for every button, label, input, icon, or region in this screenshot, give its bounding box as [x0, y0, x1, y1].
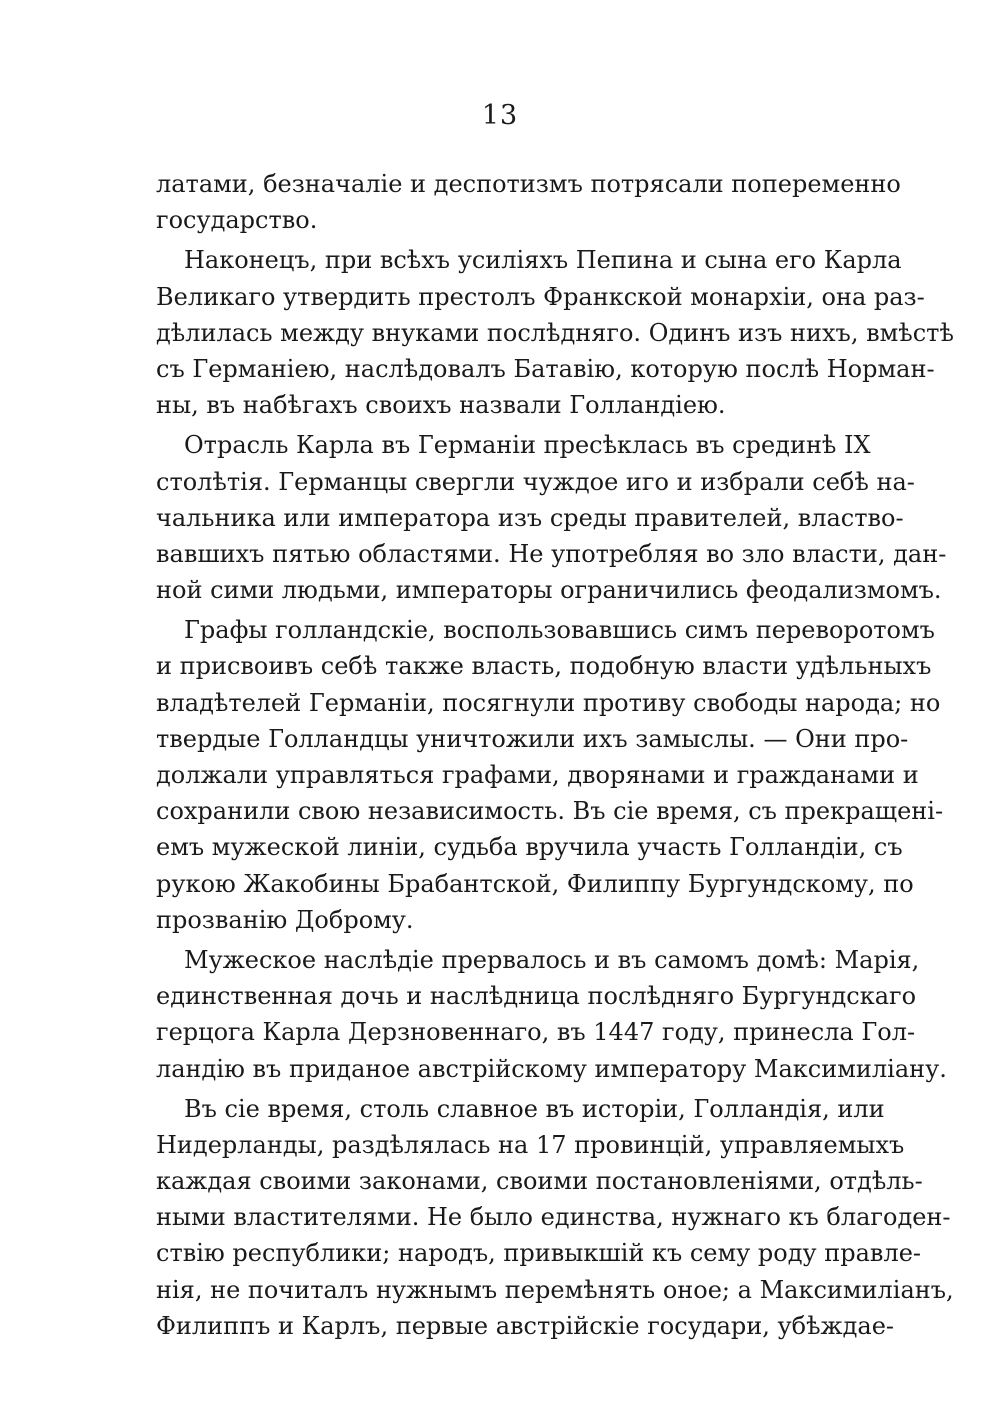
text-line: Наконецъ, при всѣхъ усиліяхъ Пепина и сына его Карла — [184, 246, 902, 275]
text-line: Отрасль Карла въ Германіи пресѣклась въ срединѣ IX — [184, 431, 871, 460]
text-line: ландію въ приданое австрійскому императору Максимиліану. — [156, 1054, 947, 1083]
text-line: ными властителями. Не было единства, нужнаго къ благоден- — [156, 1203, 951, 1232]
text-line: Великаго утвердить престолъ Франкской монархіи, она раз- — [156, 282, 925, 311]
body-text — [156, 166, 954, 1344]
text-line: каждая своими законами, своими постановленіями, отдѣль- — [156, 1167, 923, 1196]
text-line: прозванію Доброму. — [156, 905, 414, 934]
text-line: и присвоивъ себѣ также власть, подобную власти удѣльныхъ — [156, 652, 932, 681]
text-line: рукою Жакобины Брабантской, Филиппу Бургундскому, по — [156, 869, 914, 898]
paragraph-6 — [156, 1091, 954, 1344]
text-line: латами, безначаліе и деспотизмъ потрясали попеременно — [156, 170, 901, 198]
text-line: Филиппъ и Карлъ, первые австрійскіе государи, убѣждае- — [156, 1311, 895, 1340]
paragraph-3 — [156, 427, 947, 608]
text-line: чальника или императора изъ среды правителей, властво- — [156, 503, 904, 532]
paragraph-4 — [156, 612, 944, 938]
paragraph-1 — [156, 166, 901, 238]
text-line: съ Германіею, наслѣдовалъ Батавію, которую послѣ Норман- — [156, 354, 935, 383]
text-line: владѣтелей Германіи, посягнули противу свободы народа; но — [156, 688, 941, 717]
text-line: ны, въ набѣгахъ своихъ назвали Голландіею. — [156, 391, 726, 420]
text-line: должали управляться графами, дворянами и гражданами и — [156, 761, 919, 789]
text-line: емъ мужеской линіи, судьба вручила участь Голландіи, съ — [156, 833, 903, 862]
text-line: дѣлилась между внуками послѣдняго. Одинъ изъ нихъ, вмѣстѣ — [156, 318, 954, 347]
paragraph-5 — [156, 942, 947, 1087]
text-line: Въ сіе время, столь славное въ исторіи, Голландія, или — [184, 1094, 885, 1123]
text-line: государство. — [156, 206, 318, 235]
text-line: ной сими людьми, императоры ограничились феодализмомъ. — [156, 576, 942, 605]
text-line: нія, не почиталъ нужнымъ перемѣнять оное; а Максимиліанъ, — [156, 1275, 954, 1304]
text-line: Мужеское наслѣдіе прервалось и въ самомъ домѣ: Марія, — [184, 945, 920, 974]
text-line: Графы голландскіе, воспользовавшись симъ переворотомъ — [184, 616, 935, 645]
text-line: сохранили свою независимость. Въ сіе время, съ прекращені- — [156, 797, 944, 826]
paragraph-2 — [156, 242, 954, 423]
text-line: ствію республики; народъ, привыкшій къ сему роду правле- — [156, 1239, 921, 1268]
text-line: вавшихъ пятью областями. Не употребляя во зло власти, дан- — [156, 539, 947, 568]
text-line: Нидерланды, раздѣлялась на 17 провинцій, управляемыхъ — [156, 1130, 905, 1159]
text-line: столѣтія. Германцы свергли чуждое иго и избрали себѣ на- — [156, 467, 915, 496]
text-line: твердые Голландцы уничтожили ихъ замыслы. — Они про- — [156, 724, 909, 753]
page-number: 13 — [481, 100, 519, 131]
text-line: герцога Карла Дерзновеннаго, въ 1447 году, принесла Гол- — [156, 1018, 916, 1047]
text-line: единственная дочь и наслѣдница послѣдняго Бургундскаго — [156, 982, 917, 1011]
